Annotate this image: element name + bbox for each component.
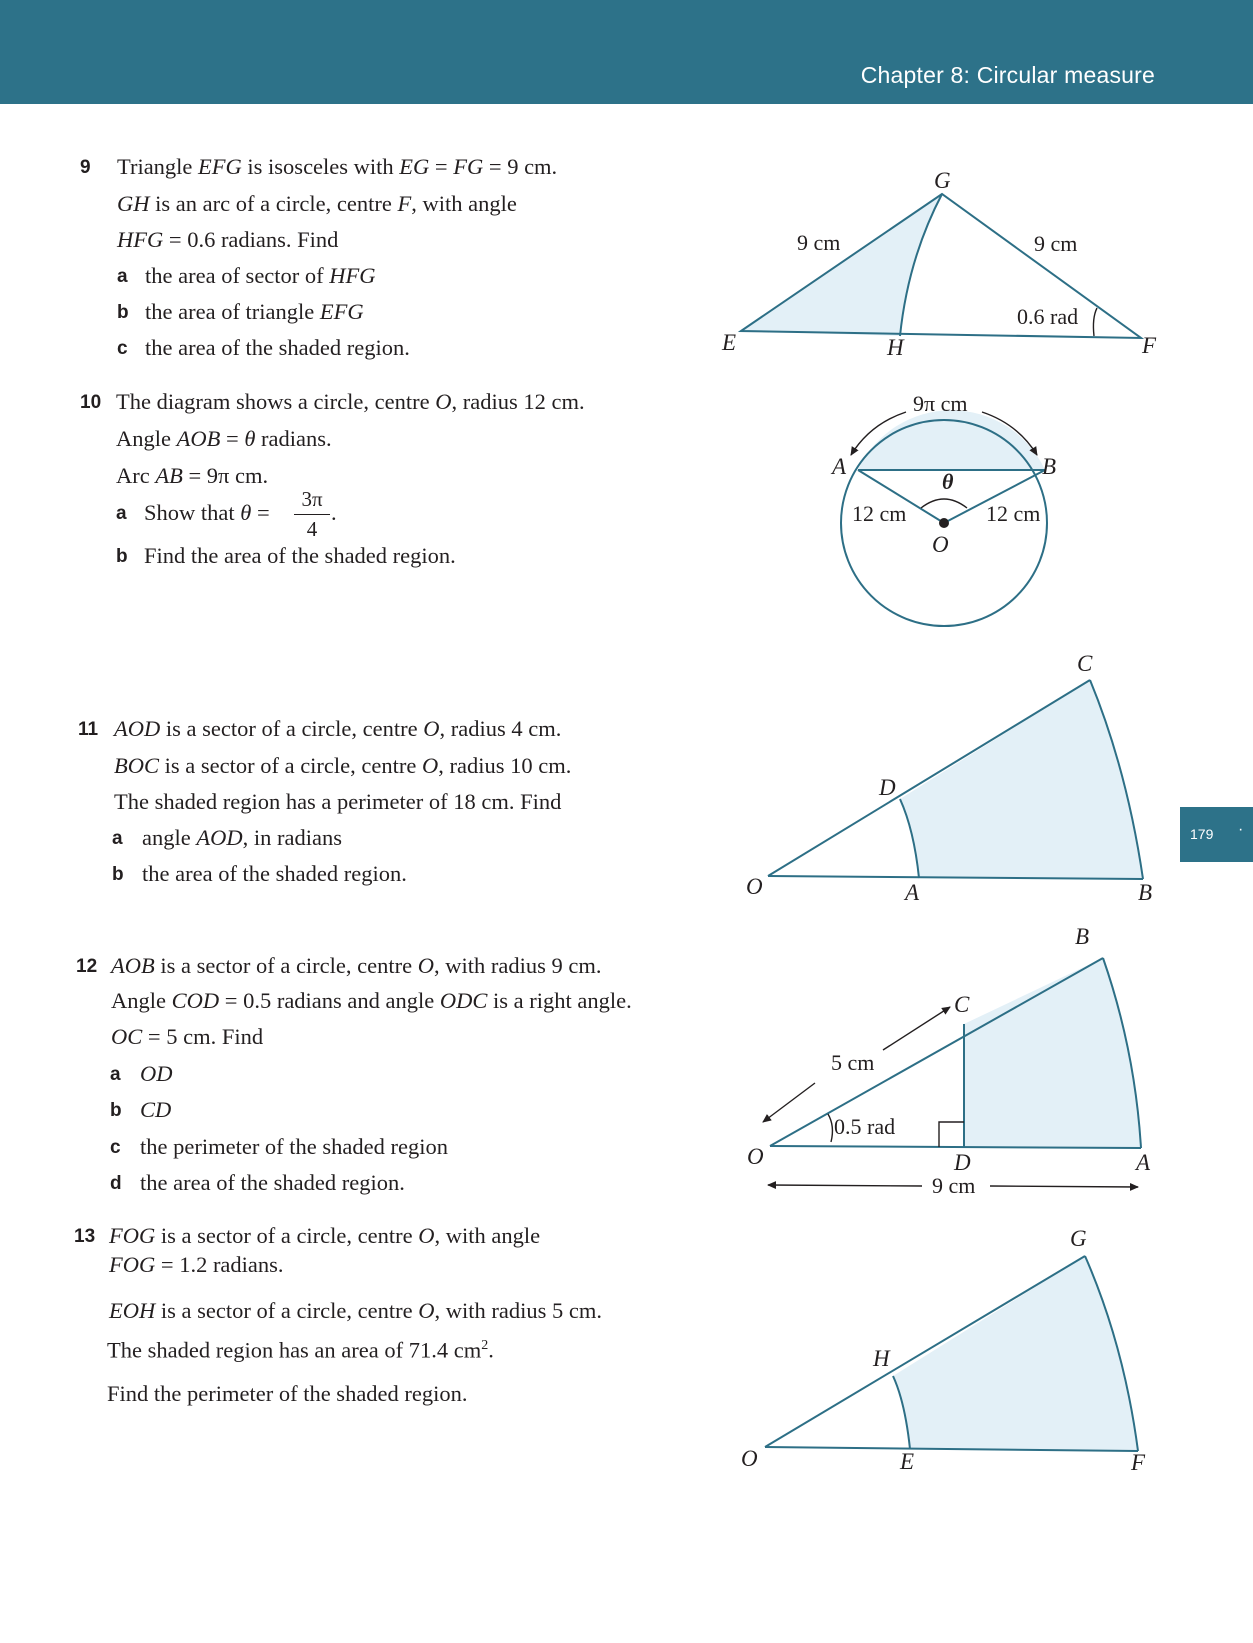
oc-arrow-to-o [763, 1083, 815, 1122]
question-text-line: AOD is a sector of a circle, centre O, radius 4 cm. [114, 716, 562, 741]
question-number: 11 [78, 719, 99, 740]
angle-label: 0.5 rad [834, 1114, 896, 1139]
part-text: the area of the shaded region. [145, 335, 410, 360]
part-text: the perimeter of the shaded region [140, 1134, 449, 1159]
question-number: 10 [80, 392, 102, 413]
part-text: the area of the shaded region. [142, 861, 407, 886]
question-text-line: Triangle EFG is isosceles with EG = FG = 9 cm. [117, 154, 558, 179]
part-text: OD [140, 1061, 173, 1086]
part-text: the area of triangle EFG [145, 299, 364, 324]
part-text-end: . [331, 500, 337, 525]
point-o-label: O [932, 532, 949, 557]
part-label: a [116, 503, 127, 524]
point-f-label: F [1131, 1450, 1146, 1475]
oa-arrow-right [990, 1186, 1138, 1187]
part-text: Show that θ = [144, 500, 270, 525]
point-f-label: F [1142, 333, 1157, 358]
question-text-line: AOB is a sector of a circle, centre O, with radius 9 cm. [111, 953, 602, 978]
part-label: a [117, 266, 128, 287]
point-e-label: E [900, 1449, 915, 1474]
shaded-region [893, 1256, 1138, 1451]
point-d-label: D [954, 1150, 971, 1175]
oc-arrow-to-c [883, 1007, 950, 1050]
part-text: the area of the shaded region. [140, 1170, 405, 1195]
part-text: CD [140, 1097, 172, 1122]
question-text-line: OC = 5 cm. Find [111, 1024, 264, 1049]
diagram-q11 [746, 651, 1152, 905]
side-oa-label: 9 cm [932, 1173, 976, 1198]
oa-arrow-left [768, 1185, 922, 1186]
diagram-q9 [721, 168, 1157, 360]
point-g-label: G [934, 168, 951, 193]
point-h-label: H [873, 1346, 890, 1371]
centre-dot [939, 518, 949, 528]
question-text-line: FOG = 1.2 radians. [109, 1252, 284, 1277]
point-b-label: B [1042, 454, 1057, 479]
right-angle-mark [939, 1122, 964, 1147]
part-label: a [110, 1064, 121, 1085]
part-label: b [110, 1100, 122, 1121]
point-b-label: B [1075, 924, 1090, 949]
question-number: 13 [74, 1226, 96, 1247]
chapter-title: Chapter 8: Circular measure [860, 62, 1155, 88]
point-o-label: O [747, 1144, 764, 1169]
part-label: b [112, 864, 124, 885]
theta-label: θ [942, 469, 954, 494]
point-a-label: A [1136, 1150, 1151, 1175]
question-text-line: Arc AB = 9π cm. [116, 463, 269, 488]
part-label: d [110, 1173, 122, 1194]
part-text: angle AOD, in radians [142, 825, 342, 850]
question-text-line: FOG is a sector of a circle, centre O, with angle [109, 1223, 541, 1248]
page-number: 179 [1190, 826, 1214, 842]
point-h-label: H [887, 335, 904, 360]
diagram-q12 [747, 924, 1151, 1198]
question-text-line: The shaded region has a perimeter of 18 cm. Find [114, 789, 562, 814]
diagram-q10 [830, 391, 1056, 626]
question-text-line: GH is an arc of a circle, centre F, with angle [117, 191, 517, 216]
radius-right-label: 12 cm [986, 501, 1041, 526]
angle-mark [1093, 308, 1097, 336]
side-eg-label: 9 cm [797, 230, 841, 255]
fraction-3pi-over-4: $\frac{3\pi}{4}$ [294, 487, 330, 542]
angle-arc [828, 1114, 832, 1142]
arc-length-label: 9π cm [913, 391, 968, 416]
part-label: a [112, 828, 123, 849]
point-a-label: A [905, 880, 920, 905]
point-c-label: C [954, 992, 970, 1017]
question-text-line: EOH is a sector of a circle, centre O, with radius 5 cm. [109, 1298, 602, 1323]
point-d-label: D [879, 775, 896, 800]
question-text-line: BOC is a sector of a circle, centre O, radius 10 cm. [114, 753, 572, 778]
point-b-label: B [1138, 880, 1153, 905]
angle-label: 0.6 rad [1017, 304, 1079, 329]
part-label: b [117, 302, 129, 323]
point-o-label: O [746, 874, 763, 899]
point-c-label: C [1077, 651, 1093, 676]
point-a-label: A [832, 454, 847, 479]
point-o-label: O [741, 1446, 758, 1471]
question-text-line: The diagram shows a circle, centre O, radius 12 cm. [116, 389, 585, 414]
part-text: the area of sector of HFG [145, 263, 376, 288]
question-text-line: HFG = 0.6 radians. Find [117, 227, 339, 252]
question-text-line: Angle AOB = θ radians. [116, 426, 332, 451]
side-oc-label: 5 cm [831, 1050, 875, 1075]
angle-arc [921, 499, 967, 508]
question-number: 12 [76, 956, 98, 977]
point-e-label: E [722, 330, 737, 355]
question-text-line: The shaded region has an area of 71.4 $cm^2$. [107, 1337, 494, 1363]
tab-dot: · [1238, 821, 1244, 838]
part-text: Find the area of the shaded region. [144, 543, 456, 568]
point-g-label: G [1070, 1226, 1087, 1251]
side-fg-label: 9 cm [1034, 231, 1078, 256]
part-label: c [117, 338, 128, 359]
question-text-line: Find the perimeter of the shaded region. [107, 1381, 468, 1406]
shaded-segment [858, 410, 1045, 470]
question-number: 9 [80, 157, 91, 178]
shaded-region [900, 680, 1143, 879]
part-label: b [116, 546, 128, 567]
question-text-line: Angle COD = 0.5 radians and angle ODC is a right angle. [111, 988, 632, 1013]
radius-left-label: 12 cm [852, 501, 907, 526]
part-label: c [110, 1137, 121, 1158]
diagram-q13 [741, 1226, 1146, 1475]
